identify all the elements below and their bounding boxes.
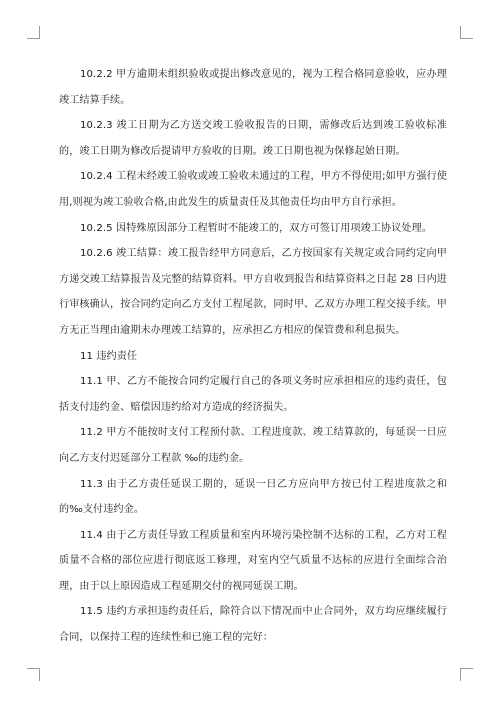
clause-10-2-3: 10.2.3 竣工日期为乙方送交竣工验收报告的日期，需修改后达到竣工验收标准的，竣工日期为修改后提请甲方验收的日期。竣工日期也视为保修起始日期。 <box>59 120 447 157</box>
clause-10-2-2: 10.2.2 甲方逾期未组织验收或提出修改意见的，视为工程合格同意验收，应办理竣工结算手续。 <box>59 69 447 106</box>
crop-mark-bottom-left <box>27 668 40 681</box>
crop-mark-top-left <box>27 26 40 39</box>
clause-10-2-5: 10.2.5 因特殊原因部分工程暂时不能竣工的，双方可签订用项竣工协议处理。 <box>80 222 433 234</box>
clause-11-4: 11.4 由于乙方责任导致工程质量和室内环境污染控制不达标的工程，乙方对工程质量不合格的部位应进行彻底返工修理，对室内空气质量不达标的应进行全面综合治理，由于以上原因造成工程延期交付的视同延误工期。 <box>59 529 447 592</box>
crop-mark-top-right <box>460 26 473 39</box>
clause-11-1: 11.1 甲、乙方不能按合同约定履行自己的各项义务时应承担相应的违约责任，包括支付违约金、赔偿因违约给对方造成的经济损失。 <box>59 376 447 413</box>
section-11-heading: 11 违约责任 <box>80 350 138 362</box>
clause-10-2-6: 10.2.6 竣工结算：竣工报告经甲方同意后，乙方按国家有关规定或合同约定向甲方递交竣工结算报告及完整的结算资料。甲方自收到报告和结算资料之日起 28 日内进行审核确认，按合同约定向乙方支付工程尾款，同时甲、乙双方办理工程交接手续。甲方无正当理由逾期未办理竣工结算的，应承担乙方相应的保管费和利息损失。 <box>59 248 447 336</box>
clause-11-5: 11.5 违约方承担违约责任后，除符合以下情况而中止合同外，双方均应继续履行合同，以保持工程的连续性和已施工程的完好： <box>59 606 447 644</box>
clause-11-3: 11.3 由于乙方责任延误工期的，延误一日乙方应向甲方按已付工程进度款之和的‰支付违约金。 <box>59 478 447 516</box>
document-body <box>59 62 447 651</box>
crop-mark-bottom-right <box>460 668 473 681</box>
clause-10-2-4: 10.2.4 工程未经竣工验收或竣工验收未通过的工程，甲方不得使用;如甲方强行使用,则视为竣工验收合格,由此发生的质量责任及其他责任均由甲方自行承担。 <box>59 171 447 208</box>
clause-11-2: 11.2 甲方不能按时支付工程预付款、工程进度款、竣工结算款的，每延误一日应向乙方支付迟延部分工程款 ‰的违约金。 <box>59 427 447 464</box>
